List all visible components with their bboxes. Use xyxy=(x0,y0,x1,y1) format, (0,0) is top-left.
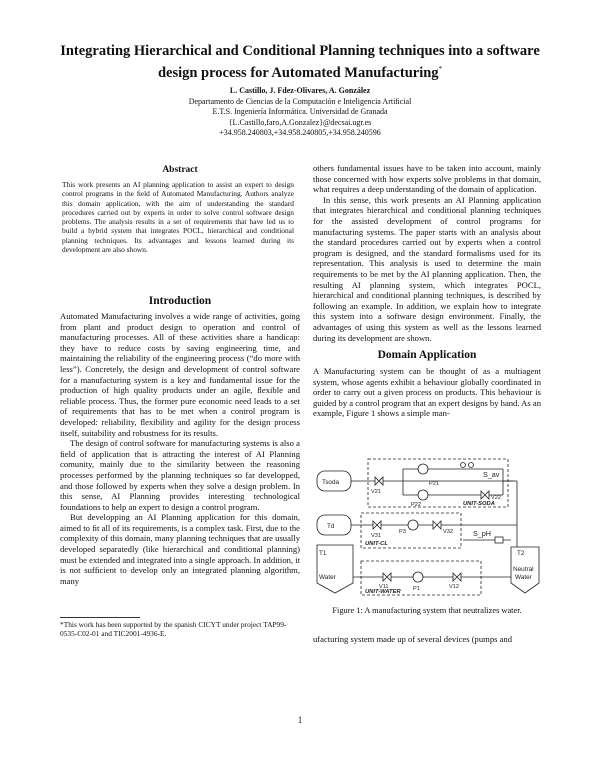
authors: L. Castillo, J. Fdez-Olivares, A. González xyxy=(229,86,371,95)
label-v21: V21 xyxy=(371,489,381,495)
title-line-1: Integrating Hierarchical and Conditional Planning techniques into a software xyxy=(60,43,540,59)
domain-paragraph-1: A Manufacturing system can be thought of as a multiagent system, whose agents exhibit a behaviour globally coordinated in order to carry out a given process on products. This behaviour is guided by a control program that an expert designs by hand. As an example, Figure 1 shows a simple man- xyxy=(313,366,541,419)
label-v31: V31 xyxy=(371,533,381,539)
label-p22: P22 xyxy=(411,502,421,508)
valve-v31 xyxy=(373,521,381,529)
intro-paragraph-3: But developping an AI Planning application for this domain, aimed to ﬁt all of its requirements, is a complex task. First, due to the complexity of this domain, many planning techniques that are usually developed separatedly (like hierarchical and conditional planning) must be extended and integrated into a single approach. In addition, it is not sufﬁcient to develop only an integrated planning algorithm, many xyxy=(60,512,300,586)
intro-paragraph-4: others fundamental issues have to be taken into account, mainly those concerned with how experts solve problems in that domain, what requires a deep understanding of the domain of application. xyxy=(313,163,541,195)
footnote-text: *This work has been supported by the spanish CICYT under project TAP99-0535-C02-01 and TIC2001-4936-E. xyxy=(60,620,287,638)
label-s-ph: S_pH xyxy=(473,529,491,538)
page-number: 1 xyxy=(297,715,303,725)
footnote-rule xyxy=(60,617,140,618)
pump-p1 xyxy=(413,572,423,582)
sensor-av-1 xyxy=(461,463,466,468)
left-column-body xyxy=(60,311,300,586)
valve-v32 xyxy=(433,521,441,529)
valve-v12 xyxy=(453,573,461,581)
domain-paragraph-continued: ufacturing system made up of several devices (pumps and xyxy=(313,634,513,644)
abstract-text: This work presents an AI planning application to assist an expert to design control programs in the ﬁeld of Automated Manufacturing. Authors analyze this domain application, with the aim of understanding the standard procedures carried out by experts in order to solve control software design problems. The analysis results in a set of requirements that have led us to build a hybrid system that integrates POCL, hierarchical and conditional planning techniques. Its advantages and lessons learned during its development are also shown. xyxy=(62,180,294,255)
phone: +34.958.240803,+34.958.240805,+34.958.240596 xyxy=(219,128,381,138)
pump-p21 xyxy=(418,464,428,474)
label-unit-cl: UNIT-CL xyxy=(365,541,388,547)
valve-v22 xyxy=(481,491,489,499)
label-neutral-water: Water xyxy=(515,574,532,581)
valve-v11 xyxy=(383,573,391,581)
intro-paragraph-2: The design of control software for manufacturing systems is also a ﬁeld of application that is attracting the interest of AI Planning comunity, mainly due to the similarity between the reasoning processes performed by the planning techniques so far developped, and those followed by experts when they solve a design problem. In this sense, AI Planning provides interesting technological foundations to help an expert to design a control program. xyxy=(60,438,300,512)
label-v22: V22 xyxy=(491,495,501,501)
introduction-heading: Introduction xyxy=(148,295,212,307)
valve-v21 xyxy=(375,477,383,485)
abstract-heading: Abstract xyxy=(162,165,198,175)
label-t2: T2 xyxy=(517,550,525,557)
label-tsoda: Tsoda xyxy=(322,479,340,486)
title-line-2: design process for Automated Manufacturing xyxy=(157,64,439,81)
intro-paragraph-5: In this sense, this work presents an AI Planning application that integrates hierarchical and conditional planning techniques for the assisted development of control programs for manufacturing systems. The paper starts with an analysis about the standard procedures carried out by experts when a control program is designed, and the standard formalisms used for its representation. This analysis is used to determine the main requirements to be met by the AI planning application. Then, the resulting AI planning system, which integrates POCL, hierarchical and conditional planning techniques, is described by following an example. In addition, we explain how to integrate this system into a software design environment. Finally, the advantages of using this system as well as the lessons learned during its development are shown. xyxy=(313,194,541,343)
affiliation-dept: Departamento de Ciencias de la Computación e Inteligencia Artiﬁcial xyxy=(188,96,412,106)
label-v32: V32 xyxy=(443,529,453,535)
label-s-av: S_av xyxy=(483,470,500,479)
sensor-av-2 xyxy=(469,463,474,468)
affiliation-school: E.T.S. Ingeniería Informática. Universidad de Granada xyxy=(212,107,388,117)
pump-p3 xyxy=(408,520,418,530)
title-footnote-mark: * xyxy=(438,65,443,73)
label-p3: P3 xyxy=(399,529,406,535)
intro-paragraph-1: Automated Manufacturing involves a wide range of activities, going from plant and product design to operation and control of manufacturing processes. All of these activities share a handicap: they have to reduce costs by saving engineering time, and maintaining the reliability of the engineering process (“do more with less”). Concretely, the design and development of control software for a manufacturing system is a key and fundamental issue for the production of high quality products under an agile, ﬂexible and reliable process. Thus, the former pure economic need leads to a set of requirements that has to be met when a control program is developed: reliability, ﬂexibility and agility for the design process itself, suitability and robustness for its results. xyxy=(60,311,300,438)
label-p21: P21 xyxy=(429,481,439,487)
label-v12: V12 xyxy=(449,584,459,590)
paper-title xyxy=(40,42,560,82)
label-t1: T1 xyxy=(319,550,327,557)
email: {L.Castillo,faro,A.Gonzalez}@decsai.ugr.es xyxy=(228,117,372,127)
label-v11: V11 xyxy=(379,584,389,590)
label-neutral: Neutral xyxy=(513,566,534,573)
author-block xyxy=(100,86,500,139)
footnote xyxy=(60,617,300,638)
figure-1-caption: Figure 1: A manufacturing system that neutralizes water. xyxy=(332,606,522,615)
manufacturing-diagram xyxy=(313,455,541,603)
right-column-body xyxy=(313,163,541,343)
sensor-ph xyxy=(495,537,503,543)
label-p1: P1 xyxy=(413,586,420,592)
domain-application-heading: Domain Application xyxy=(377,349,477,361)
label-water: Water xyxy=(319,574,336,581)
figure-1 xyxy=(313,455,541,608)
label-unit-soda: UNIT-SODA xyxy=(463,501,495,507)
label-td: Td xyxy=(327,523,335,530)
label-unit-water: UNIT-WATER xyxy=(365,589,401,595)
pump-p22 xyxy=(418,490,428,500)
